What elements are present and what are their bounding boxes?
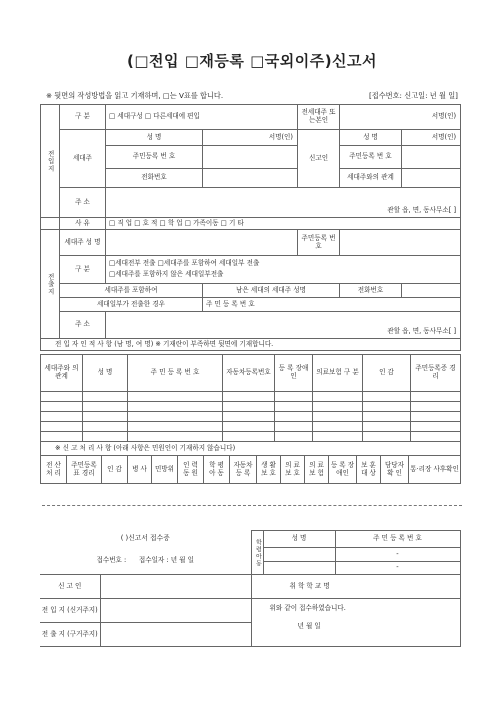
movers-col-name: 성 명 [83, 355, 128, 392]
table-row [41, 392, 461, 402]
mover-cell[interactable] [83, 402, 128, 412]
processing-col-5: 인 력 동 원 [178, 456, 204, 484]
student-name-label: 성 명 [263, 531, 335, 548]
student-name-field-2[interactable] [263, 562, 335, 575]
relation-label: 세대주와의 관계 [340, 169, 402, 188]
processing-col-9: 의 료 보 호 [281, 456, 305, 484]
confirmation-date: 년 월 일 [297, 621, 321, 630]
processing-header-row [41, 456, 461, 484]
partial-out-rrn-label: 주 민 등 록 번 호 [203, 298, 461, 312]
mover-cell[interactable] [313, 432, 363, 442]
mover-cell[interactable] [128, 392, 223, 402]
processing-col-10: 의 료 보 험 [305, 456, 329, 484]
table-row [41, 422, 461, 432]
mover-cell[interactable] [363, 402, 411, 412]
mover-cell[interactable] [223, 392, 275, 402]
cert-move-in-field[interactable] [100, 599, 251, 623]
processing-col-8: 생 활 보 호 [257, 456, 281, 484]
out-rrn-field[interactable] [340, 230, 461, 256]
remain-head-label: 남은 세대의 세대주 성명 [203, 284, 340, 298]
householder-name-label: 성 명 [106, 130, 203, 146]
side-abroad [41, 218, 60, 230]
cut-line [42, 505, 462, 506]
jurisdiction-field[interactable]: 관할 읍, 면, 동사무소[ ] [106, 188, 461, 218]
mover-cell[interactable] [128, 422, 223, 432]
processing-col-14: 통·리장 사후확인 [409, 456, 461, 484]
processing-col-2: 인 감 [102, 456, 128, 484]
side-move-in: 전입지 [41, 105, 60, 218]
mover-cell[interactable] [83, 432, 128, 442]
mover-cell[interactable] [41, 402, 83, 412]
confirmation-text: 위와 같이 접수하였습니다. [269, 604, 346, 612]
mover-cell[interactable] [411, 412, 461, 422]
out-option-line-1[interactable]: □세대전부 전출 □세대주를 포함하여 세대일부 전출 [109, 259, 260, 268]
mover-cell[interactable] [41, 432, 83, 442]
mover-cell[interactable] [128, 412, 223, 422]
mover-cell[interactable] [275, 422, 313, 432]
receipt-no: 접수번호 : [96, 555, 127, 564]
student-name-field-1[interactable] [263, 548, 335, 562]
processing-col-4: 민방위 [152, 456, 178, 484]
mover-cell[interactable] [128, 402, 223, 412]
school-name-label: 취 학 학 교 명 [251, 575, 460, 599]
processing-col-7: 자동차 등 록 [230, 456, 257, 484]
householder-sign-field[interactable]: 서명(인) [203, 130, 298, 146]
out-option-line-2[interactable]: □세대주를 포함하지 않은 세대일부전출 [109, 270, 224, 278]
mover-cell[interactable] [411, 402, 461, 412]
out-rrn-label: 주민등록 번 호 [298, 230, 340, 256]
processing-col-6: 학 평 아 동 [204, 456, 230, 484]
mover-cell[interactable] [223, 402, 275, 412]
mover-cell[interactable] [128, 432, 223, 442]
mover-cell[interactable] [275, 392, 313, 402]
householder-phone-label: 전화번호 [106, 169, 203, 188]
side-move-out: 전출지 [41, 230, 60, 339]
reporter-name-label: 성 명 [340, 130, 402, 146]
out-householder-name-label: 세대주 성 명 [60, 230, 106, 256]
processing-col-3: 병 사 [128, 456, 152, 484]
householder-rrn-label: 주민등록 번 호 [106, 146, 203, 169]
receipt-certificate [40, 530, 461, 647]
table-row [41, 412, 461, 422]
receipt-line [40, 548, 251, 575]
mover-cell[interactable] [83, 392, 128, 402]
mover-cell[interactable] [223, 412, 275, 422]
reporter-label: 신고인 [298, 130, 340, 188]
out-phone-label: 전화번호 [340, 284, 402, 298]
report-form [40, 104, 461, 351]
mover-cell[interactable] [83, 422, 128, 432]
movers-col-disabled: 등 록 장애인 [275, 355, 313, 392]
processing-note: ※ 신 고 처 리 사 항 (아래 사항은 민원인이 기재하지 않습니다) [41, 442, 461, 456]
confirmation-box [251, 599, 460, 647]
mover-cell[interactable] [275, 402, 313, 412]
mover-cell[interactable] [363, 432, 411, 442]
processing-col-11: 등 록 장애인 [329, 456, 357, 484]
instruction-text: ※ 뒷면의 작성방법을 읽고 기재하며, □는 V표를 합니다. [46, 91, 224, 100]
out-gubun-label: 구 분 [60, 256, 106, 284]
instruction-notice [46, 91, 458, 101]
cert-reporter-field[interactable] [100, 575, 251, 599]
processing-col-1: 주민등록 표 경리 [67, 456, 102, 484]
mover-cell[interactable] [41, 422, 83, 432]
mover-cell[interactable] [313, 412, 363, 422]
mover-cell[interactable] [223, 422, 275, 432]
reporter-rrn-field[interactable] [402, 146, 461, 169]
movers-col-insurance: 의료보험 구 분 [313, 355, 363, 392]
movers-col-idcard: 주민등록증 경 리 [411, 355, 461, 392]
processing-col-0: 전 산 처 리 [41, 456, 67, 484]
cert-move-out-field[interactable] [100, 623, 251, 647]
gubun-label: 구 분 [60, 105, 106, 130]
mover-cell[interactable] [83, 412, 128, 422]
mover-cell[interactable] [411, 432, 461, 442]
student-side-label: 학령아동 [251, 531, 263, 575]
out-address-label: 주 소 [60, 312, 106, 339]
mover-cell[interactable] [313, 402, 363, 412]
reporter-rrn-label: 주민등록 번 호 [340, 146, 402, 169]
mover-cell[interactable] [411, 422, 461, 432]
reason-options[interactable]: □ 직 업 □ 호 적 □ 학 업 □ 가족이동 □ 기 타 [106, 218, 461, 230]
mover-cell[interactable] [41, 392, 83, 402]
processing-col-13: 담당자 확 인 [381, 456, 409, 484]
mover-cell[interactable] [275, 412, 313, 422]
student-rrn-label: 주 민 등 록 번 호 [335, 531, 460, 548]
householder-rrn-field[interactable] [203, 146, 298, 169]
out-jurisdiction-field[interactable]: 관할 읍, 면, 동사무소[ ] [106, 312, 461, 339]
table-row [41, 402, 461, 412]
reason-label: 사 유 [60, 218, 106, 230]
out-options[interactable] [106, 256, 461, 284]
mover-cell[interactable] [223, 432, 275, 442]
partial-out-label: 세대일부가 전출한 경우 [60, 298, 203, 312]
household-options[interactable]: □ 세대구성 □ 다른세대에 편입 [106, 105, 298, 130]
movers-table [40, 354, 461, 442]
cert-reporter-label: 신 고 인 [40, 575, 100, 599]
movers-summary: 전 입 자 인 적 사 항 (남 명, 여 명) ※ 기재란이 부족하면 뒷면에 기재합니다. [41, 339, 461, 351]
receipt-date: 접수일자 : 년 월 일 [138, 555, 195, 564]
mover-cell[interactable] [275, 432, 313, 442]
mover-cell[interactable] [313, 392, 363, 402]
householder-label: 세대주 [60, 130, 106, 188]
movers-col-relation: 세대주와 의 관계 [41, 355, 83, 392]
householder-phone-field[interactable] [203, 169, 298, 188]
form-title: (□전입 □재등록 □국외이주)신고서 [126, 52, 378, 70]
mover-cell[interactable] [41, 412, 83, 422]
head-or-self-label: 전세대주 또는본인 [298, 105, 340, 130]
certificate-title: ( )신고서 접수증 [40, 531, 251, 548]
mover-cell[interactable] [363, 412, 411, 422]
student-rrn-field-2[interactable]: - [335, 562, 460, 575]
movers-col-rrn: 주 민 등 록 번 호 [128, 355, 223, 392]
processing-table [40, 441, 461, 484]
movers-col-seal: 인 감 [363, 355, 411, 392]
incl-head-label: 세대주를 포함하여 [60, 284, 203, 298]
cert-move-in-label: 전 입 지 (신거주지) [40, 599, 100, 623]
mover-cell[interactable] [363, 392, 411, 402]
head-sign-field[interactable]: 서명(인) [340, 105, 461, 130]
out-householder-name-field[interactable] [106, 230, 298, 256]
receipt-info: [접수번호: 신고일: 년 월 일] [368, 91, 458, 100]
table-row [41, 432, 461, 442]
reporter-sign-field[interactable]: 서명(인) [402, 130, 461, 146]
mover-cell[interactable] [411, 392, 461, 402]
student-rrn-field-1[interactable]: - [335, 548, 460, 562]
movers-header-row [41, 355, 461, 392]
movers-col-vehicle: 자동차등록번호 [223, 355, 275, 392]
cert-move-out-label: 전 출 지 (구거주지) [40, 623, 100, 647]
processing-col-12: 보 훈 대 상 [357, 456, 381, 484]
relation-field[interactable] [402, 169, 461, 188]
mover-cell[interactable] [363, 422, 411, 432]
mover-cell[interactable] [313, 422, 363, 432]
address-label: 주 소 [60, 188, 106, 218]
out-phone-field[interactable] [402, 284, 461, 298]
